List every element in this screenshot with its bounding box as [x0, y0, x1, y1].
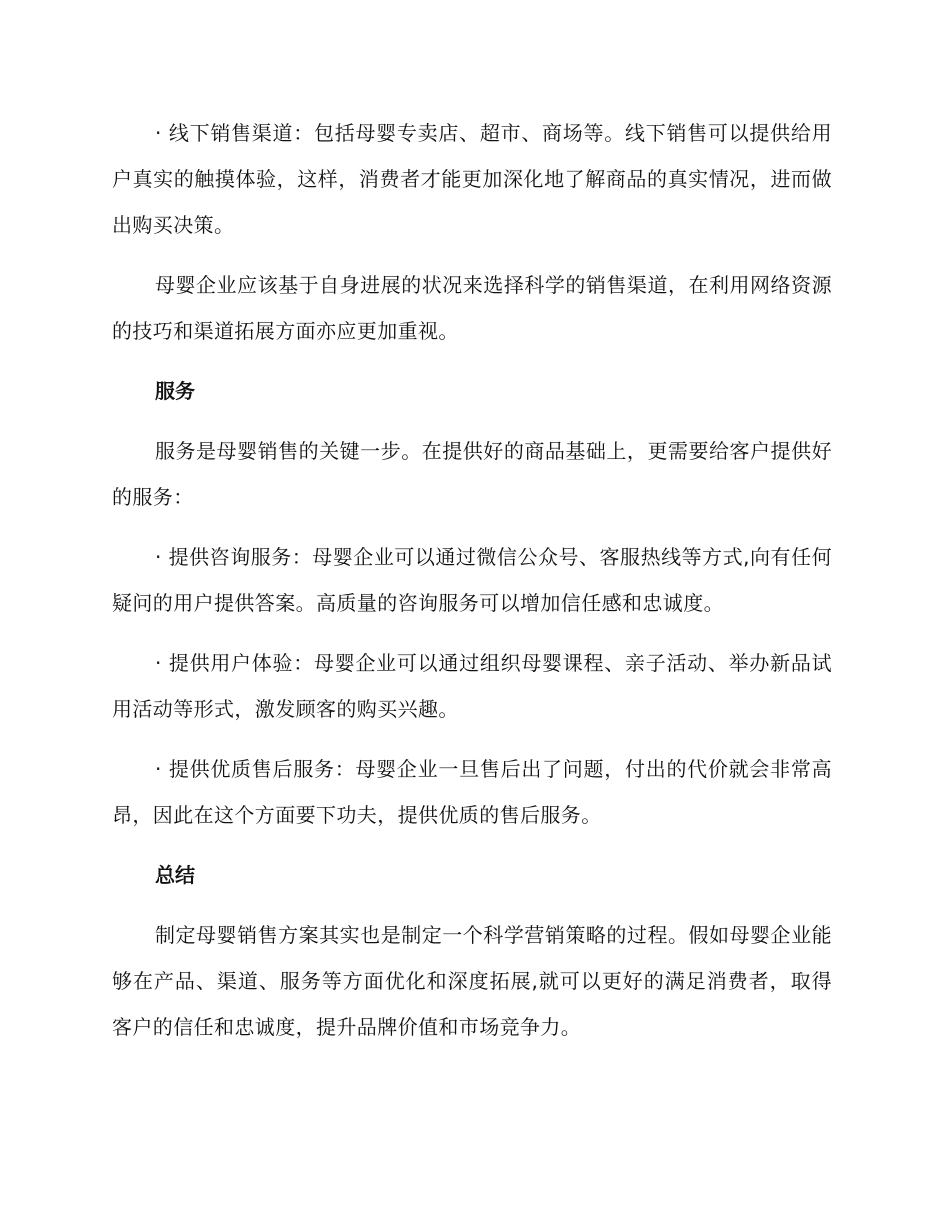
summary-paragraph: 制定母婴销售方案其实也是制定一个科学营销策略的过程。假如母婴企业能够在产品、渠道、服务等方面优化和深度拓展,就可以更好的满足消费者，取得客户的信任和忠诚度，提升品牌价值和市场竞争力。: [112, 923, 832, 1039]
bullet-consulting-service: · 提供咨询服务：母婴企业可以通过微信公众号、客服热线等方式,向有任何疑问的用户提供答案。高质量的咨询服务可以增加信任感和忠诚度。: [112, 545, 832, 615]
section-heading-service: 服务: [155, 379, 195, 403]
channel-summary-paragraph: 母婴企业应该基于自身进展的状况来选择科学的销售渠道，在利用网络资源的技巧和渠道拓展方面亦应更加重视。: [112, 273, 832, 343]
service-intro-paragraph: 服务是母婴销售的关键一步。在提供好的商品基础上，更需要给客户提供好的服务：: [112, 439, 832, 509]
bullet-user-experience: · 提供用户体验：母婴企业可以通过组织母婴课程、亲子活动、举办新品试用活动等形式，激发顾客的购买兴趣。: [112, 651, 832, 721]
document-page: [112, 110, 832, 1064]
bullet-after-sales: · 提供优质售后服务：母婴企业一旦售后出了问题，付出的代价就会非常高昂，因此在这个方面要下功夫，提供优质的售后服务。: [112, 757, 832, 827]
bullet-offline-channel: · 线下销售渠道：包括母婴专卖店、超市、商场等。线下销售可以提供给用户真实的触摸体验，这样，消费者才能更加深化地了解商品的真实情况，进而做出购买决策。: [112, 121, 832, 237]
section-heading-summary: 总结: [155, 863, 195, 887]
